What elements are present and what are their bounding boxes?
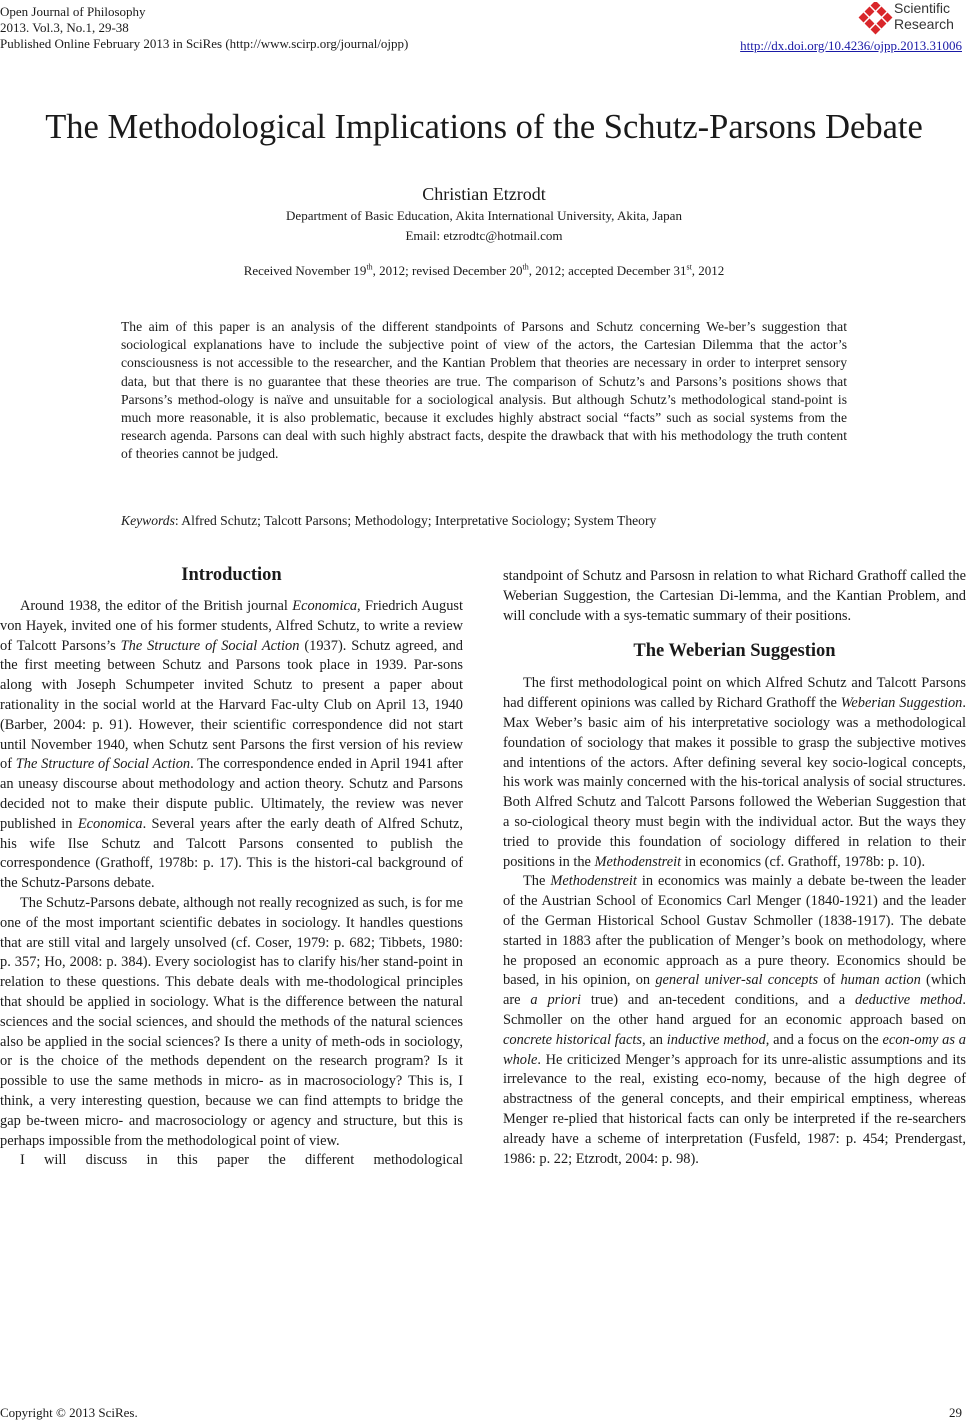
received-sup-3: st — [686, 262, 692, 272]
text-run-italic: econ-omy as a whole — [503, 1031, 966, 1068]
text-run-italic: Economica — [292, 598, 358, 614]
received-dates — [0, 262, 968, 280]
text-run: Around 1938, the editor of the British journal — [20, 598, 293, 614]
body-paragraph-4 — [503, 674, 966, 872]
text-run: . He criticized Menger’s approach for its unre-alistic assumptions and its irrelevance to the real, existing eco-nomy, because of the high degree of abstractness of the general concepts, and their empirical emptiness, whereas Menger re-plied that historical facts can only be interpreted if the re-searchers already have a scheme of interpretation (Fusfeld, 1987: p. 454; Prendergast, 1986: p. 22; Etzrodt, 2004: p. 98). — [503, 1051, 966, 1167]
text-run: (1937). Schutz agreed, and the first meeting between Schutz and Parsons took place in 1939. Par-sons along with Joseph Schumpeter invited Schutz to present a paper about rationality in the social world at the Harvard Fac-ulty Club on April 13, 1940 (Barber, 2004: p. 91). However, their scientific correspondence did not start until November 1940, when Schutz sent Parsons the first version of his review of — [0, 637, 463, 773]
footer-page-number: 29 — [949, 1405, 962, 1420]
publisher-logo-icon — [858, 2, 894, 36]
text-run: , and a focus on the — [765, 1031, 883, 1048]
keywords — [121, 512, 847, 530]
text-run: , an — [641, 1031, 667, 1048]
text-run: in economics was mainly a debate be-tween the leader of the Austrian School of Economics Carl Menger (1840-1921) and the leader of the German Historical School Gustav Schmoller (1838-1917). The debate started in 1883 after the publication of Menger’s book on methodology, where he proposed an economic approach as a pure theory. Economics should be based, in his opinion, on — [503, 873, 966, 989]
received-sup-2: th — [522, 262, 529, 272]
text-run: The first methodological point on which Alfred Schutz and Talcott Parsons had different opinions was called by Richard Grathoff the — [503, 675, 966, 712]
author-affiliation: Department of Basic Education, Akita International University, Akita, Japan — [286, 208, 682, 223]
running-header — [0, 4, 408, 52]
text-run-italic: a priori — [530, 992, 582, 1009]
text-run: . Schmoller on the other hand argued for an economic approach based on — [503, 992, 966, 1028]
doi-link[interactable]: http://dx.doi.org/10.4236/ojpp.2013.31006 — [740, 38, 962, 53]
author-name: Christian Etzrodt — [422, 184, 546, 204]
received-sup-1: th — [366, 262, 373, 272]
text-run-italic: concrete historical facts — [503, 1031, 642, 1048]
text-run-italic: human action — [840, 972, 921, 989]
text-run: , Friedrich August von Hayek, invited one of his former students, Alfred Schutz, to write a review of Talcott Parsons’s — [0, 598, 463, 654]
received-text-3: , 2012; accepted December 31 — [528, 263, 687, 278]
keywords-list: : Alfred Schutz; Talcott Parsons; Methodology; Interpretative Sociology; System Theory — [174, 513, 657, 528]
abstract: The aim of this paper is an analysis of the different standpoints of Parsons and Schutz concerning We-ber’s suggestion that sociological explanations have to include the subjective point of view of the actors, the Cartesian Dilemma that the actor’s consciousness is not accessible to the researcher, and the Kantian Problem that theories are necessary in order to interpret sensory data, but that there is no guarantee that these theories are true. The comparison of Schutz’s and Parsons’s positions shows that Parsons’s method-ology is naïve and unsuitable for a sociological analysis. But although Schutz’s methodological stand-point is much more reasonable, it is also problematic, because it excludes highly abstract social “facts” such as social systems from the research agenda. Parsons can deal with such highly abstract facts, despite the drawback that with his methodology the truth content of theories cannot be judged. — [121, 319, 847, 462]
body-paragraph-5 — [503, 872, 966, 1169]
section-heading-introduction: Introduction — [181, 565, 282, 585]
journal-volume: 2013. Vol.3, No.1, 29-38 — [0, 20, 129, 35]
right-column — [503, 567, 966, 1169]
keywords-label: Keywords — [121, 513, 175, 528]
author-email: Email: etzrodtc@hotmail.com — [405, 228, 563, 243]
paper-title: The Methodological Implications of the Schutz-Parsons Debate — [45, 108, 923, 146]
text-run: The — [523, 873, 551, 890]
received-text-1: Received November 19 — [243, 263, 367, 278]
left-column — [0, 562, 463, 1171]
text-run: true) and an-tecedent conditions, and a — [581, 992, 856, 1009]
body-paragraph-3-continued: standpoint of Schutz and Parsosn in relation to what Richard Grathoff called the Weberian Suggestion, the Cartesian Di-lemma, and the Kantian Problem, and will conclude with a sys-tematic summary of their positions. — [503, 568, 966, 624]
text-run-italic: The Structure of Social Action — [120, 637, 300, 654]
section-heading-weberian-suggestion: The Weberian Suggestion — [633, 641, 836, 662]
text-run-italic: inductive method — [666, 1031, 766, 1048]
text-run-italic: Methodenstreit — [550, 873, 637, 890]
text-run: (which are — [503, 972, 966, 1009]
text-run: . The correspondence ended in April 1941 after an uneasy discourse about methodology and action theory. Schutz and Parsons decided not to make their dispute public. Ultimately, the review was never published in — [0, 756, 463, 832]
text-run-italic: deductive method — [855, 992, 963, 1009]
footer-copyright: Copyright © 2013 SciRes. — [0, 1405, 138, 1420]
text-run-italic: Economica — [77, 815, 143, 832]
received-text-4: , 2012 — [691, 263, 725, 278]
text-run: of — [818, 972, 841, 989]
body-paragraph-3-start: I will discuss in this paper the different methodological — [20, 1152, 463, 1169]
logo-line-2: Research — [894, 16, 954, 32]
text-run-italic: general univer-sal concepts — [655, 972, 819, 989]
body-paragraph-1 — [0, 597, 463, 894]
publisher-logo — [858, 0, 962, 40]
text-run: . Max Weber’s basic aim of his interpretative sociology was a methodological foundation of sociology that makes it possible to grasp the subjective motives and intentions of the actors. After defining several key socio-logical concepts, his work was mainly concerned with the his-torical analysis of social structures. Both Alfred Schutz and Talcott Parsons followed the Weberian Suggestion that a so-ciological theory must begin with the individual actor. But the ways they tried to provide this foundation of sociology differed in relation to their positions in the — [503, 695, 966, 870]
logo-line-1: Scientific — [894, 0, 951, 16]
text-run-italic: Methodenstreit — [594, 853, 682, 870]
text-run-italic: Weberian Suggestion — [840, 695, 963, 712]
received-text-2: , 2012; revised December 20 — [372, 263, 523, 278]
journal-name: Open Journal of Philosophy — [0, 4, 146, 19]
body-paragraph-2: The Schutz-Parsons debate, although not really recognized as such, is for me one of the most important scientific debates in sociology. It handles questions that are still vital and largely unsolved (cf. Coser, 1979: p. 682; Tibbets, 1980: p. 357; Ho, 2008: p. 384). Every sociologist has to clarify his/her stand-point in relation to these questions. This debate deals with me-thodological principles that should be applied in sociology. What is the difference between the natural sciences and the social sciences, and should the methods of the natural sciences also be applied in the social sciences? Is there a unity of meth-ods in sociology, or is the choice of the methods dependent on the research program? Is it possible to use the same methods in micro- as in macrosociology? This is, I think, a very interesting question, because we can find attempts to bridge the gap be-tween micro- and macrosociology or agency and structure, but this is perhaps impossible from the methodological point of view. — [0, 894, 463, 1149]
text-run: in economics (cf. Grathoff, 1978b: p. 10). — [681, 853, 926, 870]
text-run-italic: The Structure of Social Action — [15, 756, 191, 773]
published-online: Published Online February 2013 in SciRes (http://www.scirp.org/journal/ojpp) — [0, 36, 409, 51]
text-run: . Several years after the early death of Alfred Schutz, his wife Ilse Schutz and Talcott Parsons consented to publish the correspondence (Grathoff, 1978b: p. 17). This is the histori-cal background of the Schutz-Parsons debate. — [0, 815, 463, 892]
